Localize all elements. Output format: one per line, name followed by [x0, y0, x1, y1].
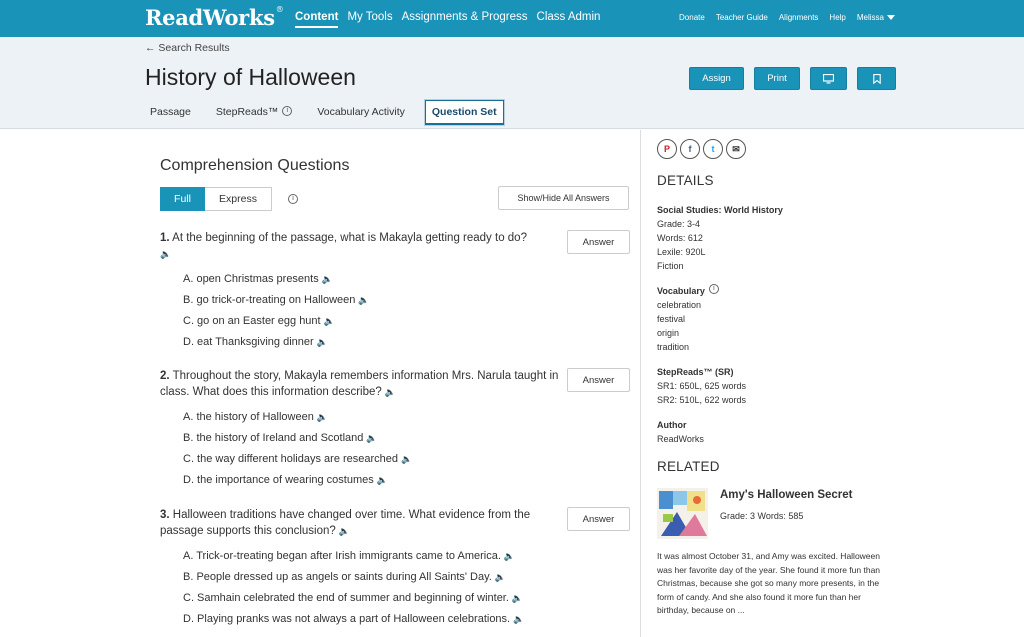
mode-toggle — [160, 187, 272, 211]
speaker-icon[interactable]: 🔈 — [321, 274, 333, 284]
share-buttons — [657, 139, 746, 159]
page-title: History of Halloween — [145, 64, 356, 90]
vocab-word[interactable]: celebration — [657, 300, 702, 310]
tab-label: Question Set — [431, 106, 497, 118]
tab-label: Vocabulary Activity — [317, 106, 405, 118]
tab-label: Passage — [150, 106, 191, 118]
mode-express-button[interactable]: Express — [205, 187, 272, 211]
info-icon[interactable]: i — [282, 106, 292, 116]
author-heading: Author — [657, 420, 687, 430]
top-navigation — [0, 0, 1024, 37]
stepreads-heading: StepReads™ (SR) — [657, 367, 734, 377]
nav-teacher-guide[interactable]: Teacher Guide — [715, 13, 768, 22]
answer-choice[interactable]: B. People dressed up as angels or saints during All Saints' Day. 🔈 — [183, 567, 640, 588]
show-hide-answers-button[interactable]: Show/Hide All Answers — [498, 186, 629, 210]
utility-nav — [679, 13, 895, 22]
vocab-word[interactable]: tradition — [657, 342, 690, 352]
answer-choice[interactable]: A. open Christmas presents 🔈 — [183, 269, 640, 290]
bookmark-button[interactable] — [857, 67, 896, 90]
speaker-icon[interactable]: 🔈 — [366, 433, 378, 443]
tab-question-set[interactable] — [425, 100, 504, 125]
speaker-icon[interactable]: 🔈 — [511, 593, 524, 603]
monitor-icon — [823, 74, 834, 84]
readworks-logo[interactable]: ReadWorks® — [145, 5, 284, 30]
answer-button[interactable]: Answer — [567, 230, 630, 254]
details-sidebar — [657, 130, 897, 637]
answer-choice[interactable]: C. the way different holidays are researched 🔈 — [183, 449, 640, 470]
speaker-icon[interactable]: 🔈 — [316, 412, 329, 422]
answer-choice[interactable]: C. go on an Easter egg hunt 🔈 — [183, 311, 640, 332]
nav-class-admin[interactable]: Class Admin — [536, 11, 601, 23]
answer-choice[interactable]: A. the history of Halloween 🔈 — [183, 407, 640, 428]
tab-passage[interactable] — [145, 100, 201, 125]
answer-choices — [183, 269, 640, 353]
main-content — [0, 130, 640, 637]
answer-choice[interactable]: B. go trick-or-treating on Halloween 🔈 — [183, 290, 640, 311]
speaker-icon[interactable]: 🔈 — [503, 551, 516, 561]
main-nav — [295, 11, 600, 28]
vocab-word[interactable]: festival — [657, 314, 686, 324]
facebook-icon[interactable]: f — [680, 139, 700, 159]
related-heading: RELATED — [657, 459, 720, 474]
chevron-down-icon — [887, 15, 895, 20]
vocabulary-block — [657, 284, 719, 354]
stepreads-item: SR1: 650L, 625 words — [657, 381, 747, 391]
speaker-icon[interactable]: 🔈 — [401, 454, 413, 464]
question-2 — [160, 368, 640, 491]
subject: Social Studies: World History — [657, 205, 783, 215]
question-3 — [160, 507, 640, 630]
details-block — [657, 203, 783, 273]
author-name: ReadWorks — [657, 434, 704, 444]
print-button[interactable]: Print — [754, 67, 800, 90]
speaker-icon[interactable]: 🔈 — [160, 249, 172, 259]
user-menu[interactable] — [857, 13, 895, 22]
vocab-word[interactable]: origin — [657, 328, 680, 338]
question-text: 2. Throughout the story, Makayla remembers information Mrs. Narula taught in class. What does this information describe? 🔈 — [160, 370, 559, 398]
answer-choice[interactable]: D. eat Thanksgiving dinner 🔈 — [183, 332, 640, 353]
bookmark-icon — [873, 74, 881, 84]
speaker-icon[interactable]: 🔈 — [384, 387, 397, 397]
speaker-icon[interactable]: 🔈 — [513, 614, 525, 624]
page-header — [0, 37, 1024, 129]
related-excerpt: It was almost October 31, and Amy was excited. Halloween was her favorite day of the year. She found it more fun than Christmas, because she got so many more presents, in the form of candy. And she also found it more fun than her birthday, because on ... — [657, 551, 881, 615]
nav-content[interactable]: Content — [295, 11, 338, 28]
question-text: 1. At the beginning of the passage, what is Makayla getting ready to do? 🔈 — [160, 230, 560, 262]
question-1 — [160, 230, 640, 353]
related-thumbnail[interactable] — [657, 488, 708, 539]
nav-assignments-progress[interactable]: Assignments & Progress — [401, 11, 528, 23]
info-icon[interactable]: i — [709, 284, 719, 294]
tab-label: StepReads™ — [215, 106, 279, 118]
nav-my-tools[interactable]: My Tools — [347, 11, 393, 23]
nav-donate[interactable]: Donate — [679, 13, 705, 22]
related-meta: Grade: 3 Words: 585 — [720, 511, 804, 521]
nav-alignments[interactable]: Alignments — [778, 13, 819, 22]
mode-full-button[interactable]: Full — [160, 187, 205, 211]
nav-help[interactable]: Help — [829, 13, 846, 22]
answer-choice[interactable]: D. the importance of wearing costumes 🔈 — [183, 470, 640, 491]
detail-genre: Fiction — [657, 261, 684, 271]
speaker-icon[interactable]: 🔈 — [358, 295, 370, 305]
column-divider — [640, 130, 641, 637]
speaker-icon[interactable]: 🔈 — [323, 316, 335, 326]
author-block — [657, 418, 704, 446]
speaker-icon[interactable]: 🔈 — [494, 572, 507, 582]
answer-choice[interactable]: D. Playing pranks was not always a part of Halloween celebrations. 🔈 — [183, 609, 640, 630]
answer-choice[interactable]: C. Samhain celebrated the end of summer and beginning of winter. 🔈 — [183, 588, 640, 609]
email-icon[interactable]: ✉ — [726, 139, 746, 159]
assign-button[interactable]: Assign — [689, 67, 744, 90]
answer-choice[interactable]: A. Trick-or-treating began after Irish immigrants came to America. 🔈 — [183, 546, 640, 567]
present-button[interactable] — [810, 67, 847, 90]
detail-lexile: Lexile: 920L — [657, 247, 706, 257]
tab-vocabulary-activity[interactable] — [312, 100, 415, 125]
tab-stepreads[interactable] — [211, 100, 302, 125]
speaker-icon[interactable]: 🔈 — [316, 337, 328, 347]
content-tabs — [145, 100, 504, 125]
speaker-icon[interactable]: 🔈 — [338, 526, 351, 536]
twitter-icon[interactable]: t — [703, 139, 723, 159]
vocabulary-heading: Vocabulary i — [657, 284, 719, 298]
back-to-search-results-link[interactable]: ← Search Results — [145, 42, 230, 54]
details-heading: DETAILS — [657, 173, 714, 188]
answer-choices — [183, 407, 640, 491]
user-name: Melissa — [856, 13, 884, 22]
related-thumbnail-image — [657, 488, 708, 539]
detail-grade: Grade: 3-4 — [657, 219, 701, 229]
related-title-link[interactable]: Amy's Halloween Secret — [720, 489, 853, 501]
answer-choice[interactable]: B. the history of Ireland and Scotland 🔈 — [183, 428, 640, 449]
answer-choices — [183, 546, 640, 630]
detail-words: Words: 612 — [657, 233, 703, 243]
stepreads-block — [657, 365, 746, 407]
answer-button[interactable]: Answer — [567, 368, 630, 392]
question-text: 3. Halloween traditions have changed over time. What evidence from the passage supports this conclusion? 🔈 — [160, 509, 531, 537]
info-icon[interactable]: i — [288, 194, 298, 204]
speaker-icon[interactable]: 🔈 — [376, 475, 388, 485]
stepreads-item: SR2: 510L, 622 words — [657, 395, 747, 405]
answer-button[interactable]: Answer — [567, 507, 630, 531]
section-title: Comprehension Questions — [160, 157, 350, 174]
pinterest-icon[interactable]: P — [657, 139, 677, 159]
